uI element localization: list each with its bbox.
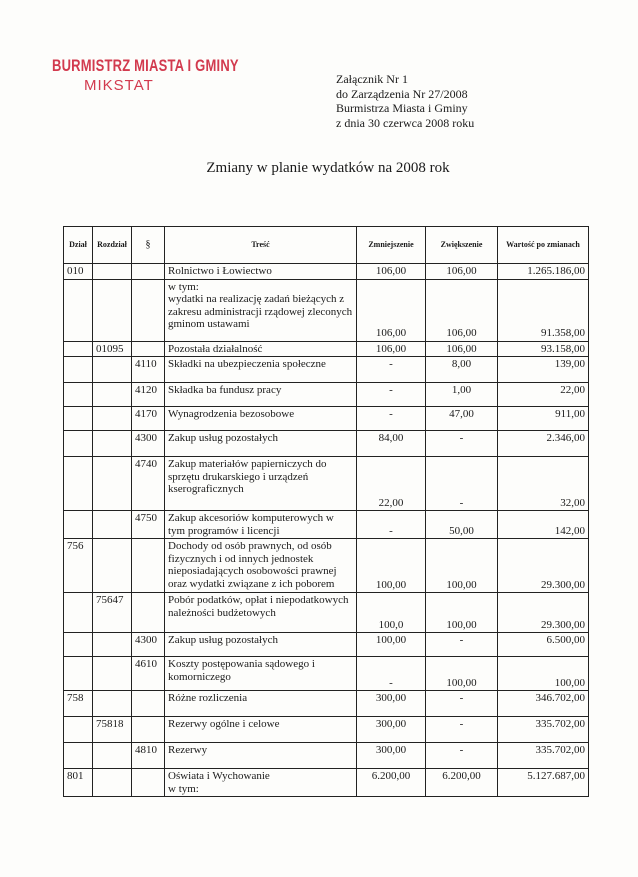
cell-dzial [64, 279, 93, 341]
annex-reference [336, 72, 474, 130]
cell-wartosc: 1.265.186,00 [498, 264, 589, 280]
cell-zwiekszenie: - [426, 691, 498, 717]
cell-tresc: w tym: wydatki na realizację zadań bieżących z zakresu administracji rządowej zleconych gminom ustawami [165, 279, 357, 341]
cell-zwiekszenie: 8,00 [426, 357, 498, 383]
cell-dzial [64, 457, 93, 511]
cell-zwiekszenie: 6.200,00 [426, 769, 498, 797]
cell-wartosc: 6.500,00 [498, 633, 589, 657]
cell-tresc: Koszty postępowania sądowego i komorniczego [165, 657, 357, 691]
cell-rozdzial: 75818 [93, 717, 132, 743]
cell-paragraf [132, 539, 165, 593]
cell-zwiekszenie: 50,00 [426, 511, 498, 539]
cell-dzial [64, 383, 93, 407]
office-stamp [52, 56, 239, 94]
cell-dzial [64, 407, 93, 431]
cell-zmniejszenie: 22,00 [357, 457, 426, 511]
cell-wartosc: 5.127.687,00 [498, 769, 589, 797]
cell-zmniejszenie: 300,00 [357, 691, 426, 717]
cell-tresc: Pozostała działalność [165, 341, 357, 357]
cell-wartosc: 911,00 [498, 407, 589, 431]
cell-zwiekszenie: - [426, 431, 498, 457]
cell-zwiekszenie: 47,00 [426, 407, 498, 431]
cell-zmniejszenie: - [357, 407, 426, 431]
cell-zwiekszenie: 106,00 [426, 279, 498, 341]
header-zwiekszenie: Zwiększenie [426, 227, 498, 264]
cell-paragraf: 4810 [132, 743, 165, 769]
cell-tresc: Rolnictwo i Łowiectwo [165, 264, 357, 280]
cell-dzial: 010 [64, 264, 93, 280]
header-paragraf: § [132, 227, 165, 264]
cell-zmniejszenie: 106,00 [357, 264, 426, 280]
cell-paragraf: 4110 [132, 357, 165, 383]
cell-tresc: Rezerwy [165, 743, 357, 769]
cell-dzial [64, 657, 93, 691]
cell-rozdzial [93, 691, 132, 717]
cell-zmniejszenie: 84,00 [357, 431, 426, 457]
document-title: Zmiany w planie wydatków na 2008 rok [206, 160, 450, 176]
cell-wartosc: 139,00 [498, 357, 589, 383]
table-row [64, 431, 589, 457]
cell-paragraf [132, 264, 165, 280]
table-body [64, 264, 589, 797]
cell-paragraf [132, 341, 165, 357]
cell-rozdzial [93, 511, 132, 539]
cell-rozdzial: 75647 [93, 593, 132, 633]
stamp-line-1: BURMISTRZ MIASTA I GMINY [52, 56, 239, 75]
cell-paragraf: 4300 [132, 633, 165, 657]
cell-zmniejszenie: 100,0 [357, 593, 426, 633]
table-row [64, 357, 589, 383]
cell-zmniejszenie: 6.200,00 [357, 769, 426, 797]
cell-zwiekszenie: - [426, 457, 498, 511]
cell-paragraf: 4120 [132, 383, 165, 407]
cell-tresc: Składki na ubezpieczenia społeczne [165, 357, 357, 383]
cell-zwiekszenie: 100,00 [426, 657, 498, 691]
table-row [64, 407, 589, 431]
cell-wartosc: 22,00 [498, 383, 589, 407]
cell-tresc: Zakup materiałów papierniczych do sprzętu drukarskiego i urządzeń kserograficznych [165, 457, 357, 511]
header-rozdzial: Rozdział [93, 227, 132, 264]
header-wartosc: Wartość po zmianach [498, 227, 589, 264]
cell-dzial [64, 511, 93, 539]
cell-paragraf: 4750 [132, 511, 165, 539]
cell-paragraf: 4300 [132, 431, 165, 457]
cell-tresc: Rezerwy ogólne i celowe [165, 717, 357, 743]
cell-wartosc: 91.358,00 [498, 279, 589, 341]
table-row [64, 769, 589, 797]
cell-wartosc: 335.702,00 [498, 743, 589, 769]
annex-line-3: Burmistrza Miasta i Gminy [336, 101, 468, 115]
cell-rozdzial [93, 383, 132, 407]
cell-wartosc: 346.702,00 [498, 691, 589, 717]
table-row [64, 341, 589, 357]
cell-zwiekszenie: - [426, 717, 498, 743]
stamp-line-2: MIKSTAT [84, 77, 154, 94]
cell-rozdzial [93, 279, 132, 341]
annex-line-1: Załącznik Nr 1 [336, 72, 408, 86]
cell-rozdzial: 01095 [93, 341, 132, 357]
cell-zmniejszenie: - [357, 383, 426, 407]
annex-line-2: do Zarządzenia Nr 27/2008 [336, 86, 468, 101]
cell-dzial: 758 [64, 691, 93, 717]
cell-rozdzial [93, 407, 132, 431]
cell-wartosc: 29.300,00 [498, 539, 589, 593]
cell-rozdzial [93, 633, 132, 657]
header-dzial: Dział [64, 227, 93, 264]
cell-zwiekszenie: 100,00 [426, 539, 498, 593]
cell-dzial [64, 341, 93, 357]
cell-zwiekszenie: 100,00 [426, 593, 498, 633]
table-row [64, 539, 589, 593]
cell-zmniejszenie: 100,00 [357, 633, 426, 657]
table-row [64, 657, 589, 691]
table-row [64, 457, 589, 511]
table-row [64, 717, 589, 743]
cell-tresc: Zakup usług pozostałych [165, 633, 357, 657]
cell-zmniejszenie: - [357, 657, 426, 691]
table-row [64, 383, 589, 407]
cell-wartosc: 100,00 [498, 657, 589, 691]
cell-dzial [64, 717, 93, 743]
table-header-row [64, 227, 589, 264]
cell-tresc: Pobór podatków, opłat i niepodatkowych należności budżetowych [165, 593, 357, 633]
cell-dzial [64, 431, 93, 457]
cell-paragraf [132, 691, 165, 717]
cell-zmniejszenie: - [357, 511, 426, 539]
cell-wartosc: 93.158,00 [498, 341, 589, 357]
cell-paragraf: 4740 [132, 457, 165, 511]
cell-tresc: Zakup usług pozostałych [165, 431, 357, 457]
header-tresc: Treść [165, 227, 357, 264]
cell-zwiekszenie: 106,00 [426, 264, 498, 280]
cell-tresc: Wynagrodzenia bezosobowe [165, 407, 357, 431]
cell-tresc: Zakup akcesoriów komputerowych w tym programów i licencji [165, 511, 357, 539]
cell-wartosc: 335.702,00 [498, 717, 589, 743]
cell-paragraf [132, 717, 165, 743]
cell-zmniejszenie: 100,00 [357, 539, 426, 593]
cell-paragraf [132, 279, 165, 341]
cell-paragraf [132, 769, 165, 797]
cell-rozdzial [93, 264, 132, 280]
cell-zmniejszenie: 300,00 [357, 743, 426, 769]
cell-dzial [64, 593, 93, 633]
cell-dzial [64, 743, 93, 769]
cell-wartosc: 2.346,00 [498, 431, 589, 457]
table-row [64, 279, 589, 341]
cell-zmniejszenie: 106,00 [357, 341, 426, 357]
cell-wartosc: 29.300,00 [498, 593, 589, 633]
cell-tresc: Oświata i Wychowanie w tym: [165, 769, 357, 797]
table-row [64, 633, 589, 657]
cell-zwiekszenie: 106,00 [426, 341, 498, 357]
cell-rozdzial [93, 431, 132, 457]
cell-zwiekszenie: 1,00 [426, 383, 498, 407]
cell-zwiekszenie: - [426, 743, 498, 769]
table-row [64, 593, 589, 633]
cell-zmniejszenie: - [357, 357, 426, 383]
cell-dzial: 801 [64, 769, 93, 797]
table-row [64, 691, 589, 717]
cell-zmniejszenie: 106,00 [357, 279, 426, 341]
header-zmniejszenie: Zmniejszenie [357, 227, 426, 264]
cell-tresc: Różne rozliczenia [165, 691, 357, 717]
cell-rozdzial [93, 357, 132, 383]
annex-line-4: z dnia 30 czerwca 2008 roku [336, 115, 475, 130]
cell-rozdzial [93, 657, 132, 691]
cell-zmniejszenie: 300,00 [357, 717, 426, 743]
cell-wartosc: 32,00 [498, 457, 589, 511]
cell-paragraf: 4170 [132, 407, 165, 431]
cell-dzial [64, 357, 93, 383]
cell-dzial [64, 633, 93, 657]
cell-tresc: Dochody od osób prawnych, od osób fizycznych i od innych jednostek nieposiadających osobowości prawnej oraz wydatki związane z ich poborem [165, 539, 357, 593]
cell-rozdzial [93, 539, 132, 593]
expenditure-table [63, 226, 589, 797]
table-row [64, 743, 589, 769]
cell-zwiekszenie: - [426, 633, 498, 657]
cell-rozdzial [93, 769, 132, 797]
cell-rozdzial [93, 457, 132, 511]
cell-paragraf: 4610 [132, 657, 165, 691]
cell-dzial: 756 [64, 539, 93, 593]
table-row [64, 511, 589, 539]
cell-paragraf [132, 593, 165, 633]
cell-tresc: Składka ba fundusz pracy [165, 383, 357, 407]
cell-rozdzial [93, 743, 132, 769]
cell-wartosc: 142,00 [498, 511, 589, 539]
table-row [64, 264, 589, 280]
